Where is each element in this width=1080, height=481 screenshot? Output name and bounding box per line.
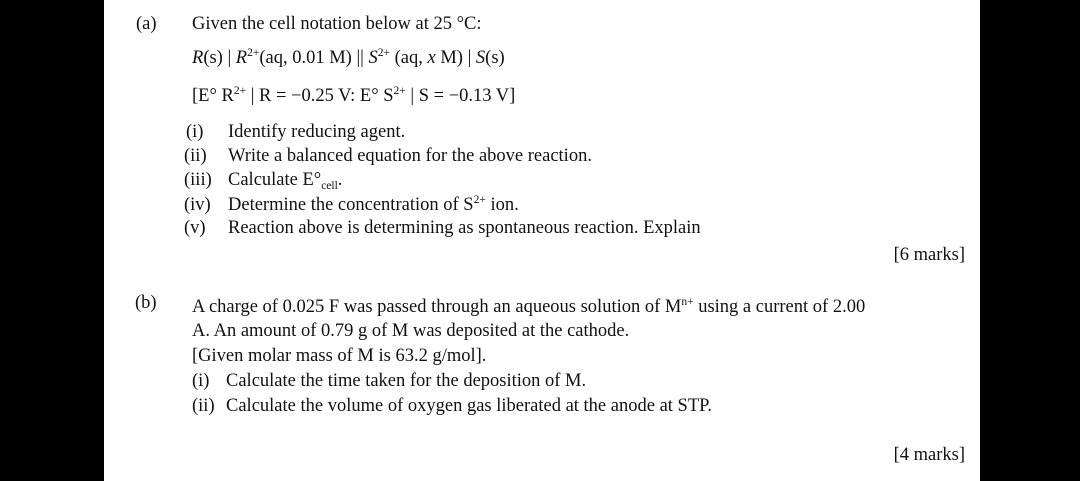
- cell-subscript: cell: [321, 180, 338, 192]
- question-text: [228, 194, 519, 216]
- part-b-line2: A. An amount of 0.79 g of M was deposited at the cathode.: [192, 321, 630, 341]
- ion-charge: 2+: [233, 85, 247, 97]
- cathode-metal: S: [475, 48, 486, 68]
- unknown-concentration: x: [427, 48, 436, 68]
- part-b-marks: [4 marks]: [893, 445, 965, 465]
- part-b-line1: [192, 296, 865, 318]
- anode-metal: R: [192, 48, 204, 68]
- question-num: (iv): [184, 195, 211, 215]
- notation-text: (aq, 0.01 M) ||: [259, 48, 369, 68]
- question-page: [104, 0, 980, 481]
- question-text-tail: ion.: [485, 195, 519, 215]
- notation-text: M) |: [435, 48, 476, 68]
- question-text: Reaction above is determining as spontaneous reaction. Explain: [228, 218, 701, 238]
- part-a-label: (a): [136, 14, 157, 34]
- ion-charge: 2+: [247, 47, 260, 59]
- question-num: (i): [186, 122, 204, 142]
- question-text-main: Calculate E°: [228, 170, 322, 190]
- question-num: (ii): [192, 396, 215, 416]
- part-b-label: (b): [135, 293, 157, 313]
- part-b-line3: [Given molar mass of M is 63.2 g/mol].: [192, 346, 487, 366]
- notation-text: (s) |: [203, 48, 236, 68]
- question-num: (v): [184, 218, 206, 238]
- potential-text: | S = −0.13 V]: [405, 86, 516, 106]
- potential-text: | R = −0.25 V: E° S: [246, 86, 394, 106]
- potential-text: [E° R: [192, 86, 234, 106]
- cathode-ion: S: [368, 48, 378, 68]
- question-text: Calculate the volume of oxygen gas liberated at the anode at STP.: [226, 396, 712, 416]
- part-b-text: using a current of 2.00: [693, 297, 866, 317]
- ion-charge: 2+: [377, 47, 390, 59]
- notation-text: (s): [485, 48, 505, 68]
- notation-text: (aq,: [390, 48, 428, 68]
- question-num: (ii): [184, 146, 207, 166]
- ion-charge: 2+: [473, 194, 486, 206]
- part-a-marks: [6 marks]: [893, 245, 965, 265]
- part-a-intro: Given the cell notation below at 25 °C:: [192, 14, 482, 34]
- question-text-tail: .: [337, 170, 343, 190]
- question-num: (i): [192, 371, 210, 391]
- question-text-main: Determine the concentration of S: [228, 195, 474, 215]
- question-text: Calculate the time taken for the deposition of M.: [226, 371, 587, 391]
- standard-potentials: [192, 85, 515, 107]
- part-b-text: A charge of 0.025 F was passed through an aqueous solution of M: [192, 297, 682, 317]
- cell-notation: [192, 47, 505, 69]
- question-text: [228, 169, 342, 191]
- ion-charge: 2+: [393, 85, 406, 97]
- question-text: Identify reducing agent.: [228, 122, 406, 142]
- question-num: (iii): [184, 170, 212, 190]
- anode-ion: R: [235, 48, 248, 68]
- question-text: Write a balanced equation for the above reaction.: [228, 146, 592, 166]
- ion-charge: n+: [681, 296, 694, 308]
